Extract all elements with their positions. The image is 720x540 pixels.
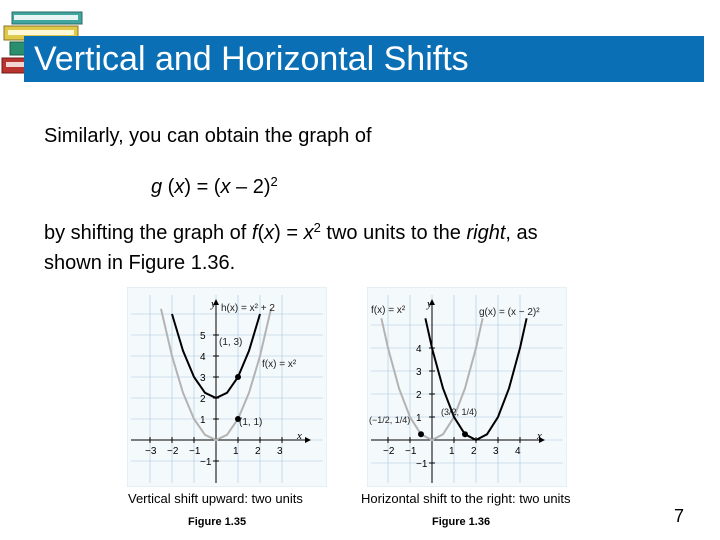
data-point xyxy=(462,431,468,437)
figure-1-36-graph xyxy=(367,287,567,487)
figure-1-35-graph xyxy=(127,287,327,487)
equation-g: g (x) = (x – 2)$^2$ xyxy=(151,174,278,198)
point-label-1-1: (1, 1) xyxy=(239,417,263,428)
data-point xyxy=(235,374,241,380)
y-tick-label: 5 xyxy=(200,331,206,342)
intro-text: Similarly, you can obtain the graph of xyxy=(44,125,372,147)
figure-1-35-label: Figure 1.35 xyxy=(188,516,247,528)
slide-title: Vertical and Horizontal Shifts xyxy=(34,40,469,78)
y-tick-label: 1 xyxy=(416,413,422,424)
x-tick-label: 2 xyxy=(471,446,477,457)
x-tick-label: −1 xyxy=(189,446,201,457)
x-tick-label: −2 xyxy=(167,446,179,457)
x-tick-label: 3 xyxy=(493,446,499,457)
x-tick-label: −3 xyxy=(145,446,157,457)
y-tick-label: 2 xyxy=(200,394,206,405)
y-tick-label: 3 xyxy=(200,373,206,384)
x-tick-label: 1 xyxy=(449,446,455,457)
y-tick-label: 2 xyxy=(416,390,422,401)
figure-1-36-caption: Horizontal shift to the right: two units xyxy=(361,491,571,506)
x-tick-label: 2 xyxy=(255,446,261,457)
y-tick-label: −1 xyxy=(416,459,428,470)
y-tick-label: −1 xyxy=(200,457,212,468)
curve-label-f: f(x) = x² xyxy=(371,305,406,316)
curve-label-h: h(x) = x² + 2 xyxy=(221,303,275,314)
point-label-1-3: (1, 3) xyxy=(219,337,243,348)
curve-label-f: f(x) = x² xyxy=(262,359,297,370)
y-axis-label: y xyxy=(211,298,216,310)
point-label-3-2: (3/2, 1/4) xyxy=(441,407,478,417)
y-axis-label: y xyxy=(427,298,432,310)
y-tick-label: 1 xyxy=(200,415,206,426)
point-label-neg-1-2: (−1/2, 1/4) xyxy=(369,415,411,425)
x-tick-label: −1 xyxy=(405,446,417,457)
x-tick-label: 4 xyxy=(515,446,521,457)
body-text-line2: shown in Figure 1.36. xyxy=(44,252,236,274)
y-tick-label: 4 xyxy=(416,344,422,355)
x-axis-label: x xyxy=(537,430,542,442)
y-tick-label: 4 xyxy=(200,352,206,363)
figure-1-35-caption: Vertical shift upward: two units xyxy=(128,491,303,506)
figure-1-36-label: Figure 1.36 xyxy=(432,516,491,528)
x-axis-label: x xyxy=(297,430,302,442)
page-number: 7 xyxy=(674,506,685,526)
data-point xyxy=(418,431,424,437)
x-tick-label: 1 xyxy=(233,446,239,457)
curve-label-g: g(x) = (x − 2)² xyxy=(479,307,540,318)
x-tick-label: −2 xyxy=(383,446,395,457)
x-tick-label: 3 xyxy=(277,446,283,457)
body-text-line1: by shifting the graph of $f(x) = x^2$ two units to the right, as xyxy=(44,220,538,244)
y-tick-label: 3 xyxy=(416,367,422,378)
